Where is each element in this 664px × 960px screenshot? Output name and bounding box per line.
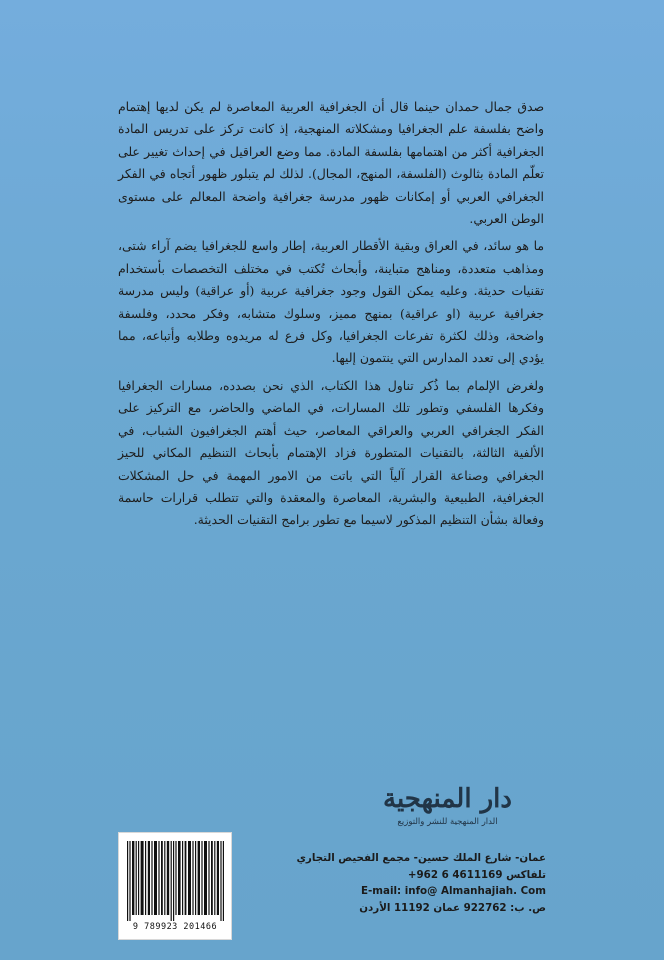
back-cover-blurb: [118, 96, 544, 537]
blurb-paragraph-2: ما هو سائد، في العراق وبقية الأقطار العربية، إطار واسع للجغرافيا يضم آراء شتى، ومذاهب متعددة، ومناهج متباينة، وأبحاث تُكتب في مختلف التخصصات بأستخدام تقنيات حديثة. وعليه يمكن القول وجود جغرافية عربية (أو عراقية) وليس مدرسة جغرافية عربية (او عراقية) بمنهج مميز، وسلوك متشابه، وفكر محدد، وفلسفة واضحة، وذلك لكثرة تفرعات الجغرافيا، وكل فرع له مريدوه وطلابه وأتباعه، مما يؤدي إلى تعدد المدارس التي ينتمون إليها.: [118, 238, 544, 366]
publisher-logo-text: دار المنهجية: [383, 784, 512, 814]
publisher-contact: [296, 850, 546, 916]
blurb-paragraph-3: ولغرض الإلمام بما ذُكر تناول هذا الكتاب، الذي نحن بصدده، مسارات الجغرافيا وفكرها الفلسفي وتطور تلك المسارات، في الماضي والحاضر، مع التركيز على الفكر الجغرافي العربي والعراقي المعاصر، حيث أهتم الجغرافيون الشباب، في الألفية الثالثة، بالتقنيات المتطورة فزاد الإهتمام بأبحاث التنظيم المكاني للحيز الجغرافي وصناعة القرار آلياً التي باتت من الامور المهمة في حل المشكلات الجغرافية، الطبيعية والبشرية، المعاصرة والمعقدة والتي تتطلب قرارات حاسمة وفعالة بشأن التنظيم المذكور لاسيما مع تطور برامج التقنيات الحديثة.: [118, 377, 544, 528]
publisher-address: عمان- شارع الملك حسين- مجمع الفحيص التجاري: [296, 852, 546, 864]
isbn-barcode: [118, 832, 232, 940]
barcode-bars-graphic: [125, 841, 225, 921]
publisher-fax: تلفاكس 4611169 6 962+: [407, 868, 546, 881]
publisher-email: E-mail: info@ Almanhajiah. Com: [360, 885, 546, 897]
blurb-paragraph-1: صدق جمال حمدان حينما قال أن الجغرافية العربية المعاصرة لم يكن لديها إهتمام واضح بفلسفة علم الجغرافيا ومشكلاته المنهجية، إذ كانت تركز على تدريس المادة الجغرافية أكثر من اهتمامها بفلسفة المادة. مما وضع العراقيل في إحداث تغيير على تعلّم المادة بثالوث (الفلسفة، المنهج، المجال). لذلك لم يتبلور ظهور أتجاه في الفكر الجغرافي العربي أو إمكانات ظهور مدرسة جغرافية واضحة المعالم على مستوى الوطن العربي.: [118, 99, 544, 227]
publisher-po-box: ص. ب: 922762 عمان 11192 الأردن: [359, 901, 546, 914]
publisher-logo-subtitle: الدار المنهجية للنشر والتوزيع: [397, 817, 498, 827]
isbn-digits: 9 789923 201466: [132, 922, 218, 932]
publisher-logo: [365, 782, 530, 846]
